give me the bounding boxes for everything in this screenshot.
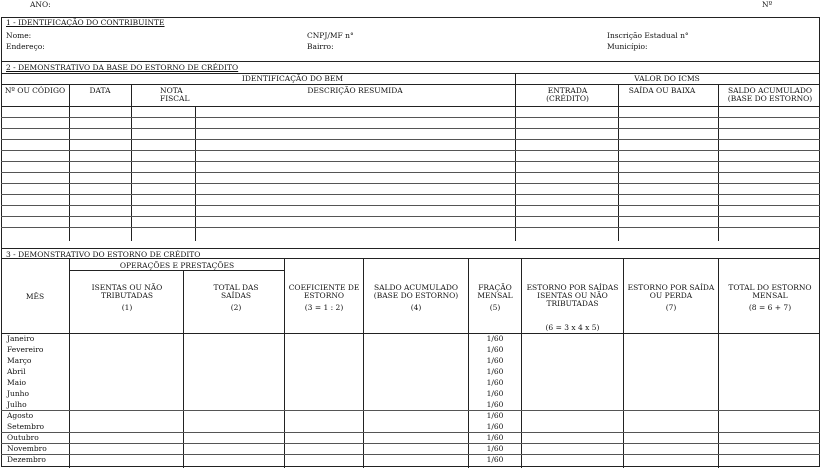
month-label: Janeiro	[7, 334, 35, 343]
col-coeficiente: COEFICIENTE DE ESTORNO	[288, 283, 360, 300]
col-nota-fiscal: NOTA FISCAL	[160, 86, 190, 103]
s2-row-line	[1, 216, 820, 217]
s2-row-line	[1, 139, 820, 140]
col-data: DATA	[89, 86, 111, 95]
col-estorno-perda: ESTORNO POR SAÍDA OU PERDA	[627, 283, 715, 300]
month-label: Junho	[7, 389, 30, 398]
s2-row-line	[1, 150, 820, 151]
ano-label: ANO:	[30, 0, 51, 9]
s3-header-top-rule	[1, 258, 820, 259]
s2-vline-1	[69, 84, 70, 241]
col-total-saidas-num: (2)	[230, 303, 242, 312]
s2-row-line	[1, 183, 820, 184]
col-estorno-perda-num: (7)	[665, 303, 677, 312]
fraction-value: 1/60	[486, 356, 504, 365]
month-label: Fevereiro	[7, 345, 44, 354]
municipio-label: Município:	[607, 42, 648, 51]
col-isentas-num: (1)	[121, 303, 133, 312]
s2-row-line	[1, 205, 820, 206]
col-total-saidas: TOTAL DAS SAÍDAS	[213, 283, 259, 300]
col-estorno-saidas: ESTORNO POR SAÍDAS ISENTAS OU NÃO TRIBUTADAS	[526, 283, 619, 308]
operacoes-group-rule	[69, 270, 284, 271]
s3-vline-1	[69, 258, 70, 468]
s2-row-line	[1, 161, 820, 162]
s2-row-line	[1, 117, 820, 118]
col-saldo-acumulado: SALDO ACUMULADO (BASE DO ESTORNO)	[727, 86, 813, 103]
s2-row-line	[1, 172, 820, 173]
month-label: Outubro	[7, 433, 39, 442]
col-total-estorno-num: (8 = 6 + 7)	[748, 303, 792, 312]
fraction-value: 1/60	[486, 400, 504, 409]
section2-title: 2 - DEMONSTRATIVO DA BASE DO ESTORNO DE CRÉDITO	[6, 63, 239, 72]
col-entrada: ENTRADA (CRÉDITO)	[546, 86, 589, 103]
endereco-label: Endereço:	[6, 42, 45, 51]
fraction-value: 1/60	[486, 334, 504, 343]
s2-vline-2	[131, 84, 132, 241]
section3-head-bottom-rule	[1, 333, 820, 334]
s3-vline-7	[623, 258, 624, 468]
section2-top-rule	[1, 61, 820, 62]
month-label: Dezembro	[7, 455, 46, 464]
fraction-value: 1/60	[486, 411, 504, 420]
s3-row-line	[1, 410, 820, 411]
fraction-value: 1/60	[486, 444, 504, 453]
group-operacoes: OPERAÇÕES E PRESTAÇÕES	[119, 261, 235, 270]
fraction-value: 1/60	[486, 455, 504, 464]
nome-label: Nome:	[6, 31, 32, 40]
month-label: Março	[7, 356, 32, 365]
s2-row-line	[1, 194, 820, 195]
fraction-value: 1/60	[486, 378, 504, 387]
col-isentas: ISENTAS OU NÃO TRIBUTADAS	[91, 283, 163, 300]
col-saldo-base-num: (4)	[410, 303, 422, 312]
s3-vline-3	[284, 258, 285, 468]
month-label: Setembro	[7, 422, 45, 431]
s2-vline-3	[195, 106, 196, 241]
fraction-value: 1/60	[486, 422, 504, 431]
fraction-value: 1/60	[486, 345, 504, 354]
month-label: Abril	[7, 367, 26, 376]
col-estorno-saidas-num: (6 = 3 x 4 x 5)	[545, 323, 600, 332]
col-descricao: DESCRIÇÃO RESUMIDA	[307, 86, 403, 95]
col-fracao-num: (5)	[489, 303, 501, 312]
s3-row-line	[1, 443, 820, 444]
section3-top-rule	[1, 248, 820, 249]
bairro-label: Bairro:	[307, 42, 334, 51]
fraction-value: 1/60	[486, 367, 504, 376]
s3-row-line	[1, 432, 820, 433]
s2-row-line	[1, 227, 820, 228]
numero-label: Nº	[762, 0, 773, 9]
section1-title: 1 - IDENTIFICAÇÃO DO CONTRIBUINTE	[6, 18, 165, 27]
cnpj-label: CNPJ/MF n°	[307, 31, 354, 40]
s2-vline-6	[718, 84, 719, 241]
s2-row-line	[1, 106, 820, 107]
month-label: Novembro	[7, 444, 47, 453]
col-coeficiente-num: (3 = 1 : 2)	[304, 303, 344, 312]
s3-vline-6	[521, 258, 522, 468]
month-label: Maio	[7, 378, 27, 387]
s2-row-line	[1, 128, 820, 129]
rule-bottom	[1, 466, 820, 467]
section2-subhead-rule	[1, 84, 820, 85]
month-label: Julho	[7, 400, 27, 409]
col-fracao: FRAÇÃO MENSAL	[477, 283, 513, 300]
col-mes: MÊS	[25, 292, 45, 301]
s3-vline-2	[183, 270, 184, 468]
col-saldo-base: SALDO ACUMULADO (BASE DO ESTORNO)	[373, 283, 459, 300]
s3-vline-8	[718, 258, 719, 468]
col-saida: SAÍDA OU BAIXA	[628, 86, 696, 95]
section3-title: 3 - DEMONSTRATIVO DO ESTORNO DE CRÉDITO	[6, 250, 201, 259]
s3-row-line	[1, 454, 820, 455]
col-total-estorno: TOTAL DO ESTORNO MENSAL	[728, 283, 812, 300]
fraction-value: 1/60	[486, 389, 504, 398]
month-label: Agosto	[7, 411, 34, 420]
s3-vline-4	[363, 258, 364, 468]
col-codigo: Nº OU CÓDIGO	[4, 86, 66, 95]
s2-vline-5	[618, 84, 619, 241]
fraction-value: 1/60	[486, 433, 504, 442]
group-valor-icms: VALOR DO ICMS	[634, 74, 700, 83]
inscricao-label: Inscrição Estadual n°	[607, 31, 689, 40]
group-identificacao-bem: IDENTIFICAÇÃO DO BEM	[241, 74, 344, 83]
